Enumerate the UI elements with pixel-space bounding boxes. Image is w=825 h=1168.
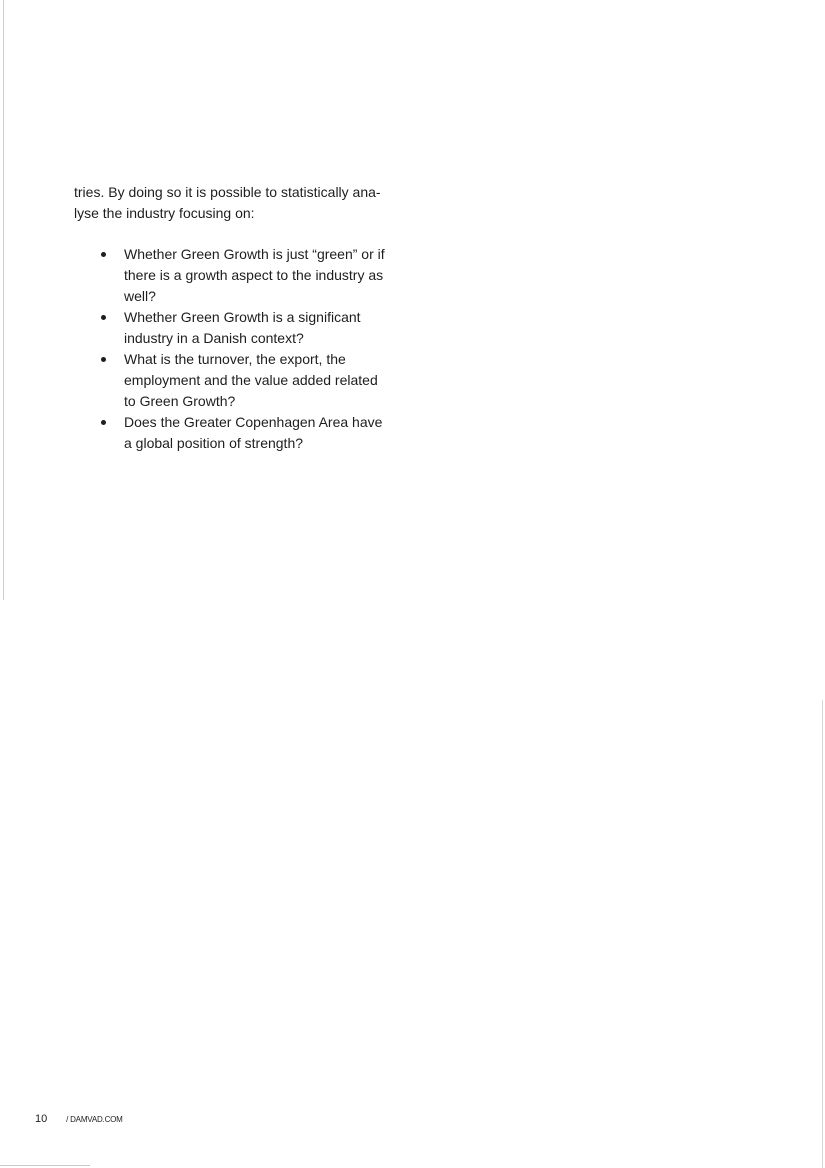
bullet-dot-icon	[101, 252, 106, 257]
list-item-text: Whether Green Growth is just “green” or if there is a growth aspect to the industry as well?	[124, 246, 385, 304]
list-item-text: Does the Greater Copenhagen Area have a global position of strength?	[124, 414, 383, 451]
scan-edge-left	[3, 0, 4, 600]
list-item	[74, 307, 386, 349]
scan-edge-right	[822, 700, 823, 1168]
bullet-dot-icon	[101, 420, 106, 425]
scan-edge-bottom	[0, 1165, 90, 1166]
intro-line-1: tries. By doing so it is possible to statistically ana-	[74, 184, 381, 200]
page-footer	[35, 1112, 123, 1127]
list-item	[74, 412, 386, 454]
page-body	[74, 182, 394, 454]
page-number: 10	[35, 1113, 48, 1125]
list-item-text: Whether Green Growth is a significant industry in a Danish context?	[124, 309, 361, 346]
list-item	[74, 244, 386, 307]
intro-line-2: lyse the industry focusing on:	[74, 205, 255, 221]
bullet-list	[74, 244, 394, 454]
site-url: / DAMVAD.COM	[66, 1115, 123, 1124]
list-item-text: What is the turnover, the export, the employment and the value added related to Green Growth?	[124, 351, 378, 409]
intro-paragraph	[74, 182, 390, 224]
bullet-dot-icon	[101, 315, 106, 320]
list-item	[74, 349, 386, 412]
bullet-dot-icon	[101, 357, 106, 362]
